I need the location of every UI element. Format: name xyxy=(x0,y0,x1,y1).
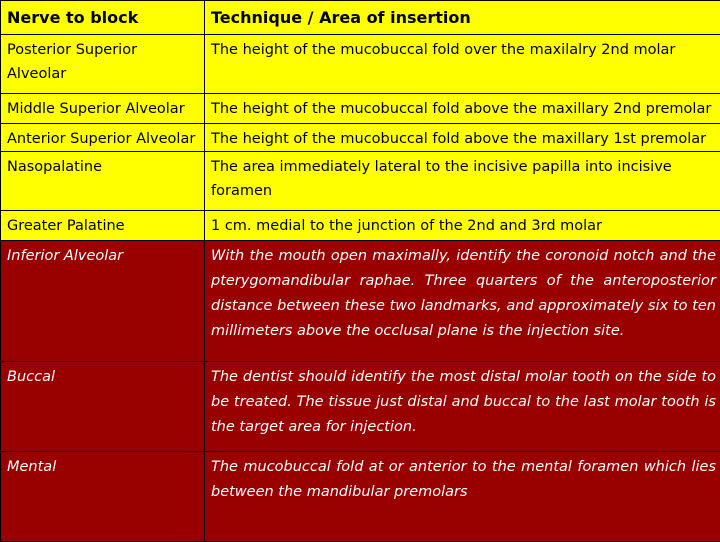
nerve-cell: Middle Superior Alveolar xyxy=(1,94,205,124)
technique-cell: The mucobuccal fold at or anterior to the mental foramen which lies between the mandibular premolars xyxy=(205,452,720,542)
nerve-cell: Mental xyxy=(1,452,205,542)
nerve-cell: Buccal xyxy=(1,362,205,452)
nerve-cell: Anterior Superior Alveolar xyxy=(1,124,205,152)
nerve-cell: Greater Palatine xyxy=(1,211,205,241)
table-row xyxy=(1,94,720,124)
technique-cell: The area immediately lateral to the incisive papilla into incisive foramen xyxy=(205,152,720,211)
table-row xyxy=(1,241,720,362)
table-row xyxy=(1,124,720,152)
technique-cell: With the mouth open maximally, identify the coronoid notch and the pterygomandibular raphae. Three quarters of the anteroposterior distance between these two landmarks, and approximately six to ten millimeters above the occlusal plane is the injection site. xyxy=(205,241,720,362)
technique-cell: 1 cm. medial to the junction of the 2nd and 3rd molar xyxy=(205,211,720,241)
technique-cell: The height of the mucobuccal fold above the maxillary 1st premolar xyxy=(205,124,720,152)
table-row xyxy=(1,211,720,241)
technique-cell: The height of the mucobuccal fold above the maxillary 2nd premolar xyxy=(205,94,720,124)
header-technique: Technique / Area of insertion xyxy=(205,1,720,35)
table-row xyxy=(1,362,720,452)
table-header-row xyxy=(1,1,720,35)
technique-cell: The height of the mucobuccal fold over the maxilalry 2nd molar xyxy=(205,35,720,94)
nerve-cell: Posterior Superior Alveolar xyxy=(1,35,205,94)
header-nerve-to-block: Nerve to block xyxy=(1,1,205,35)
table-row xyxy=(1,35,720,94)
table-row xyxy=(1,452,720,542)
nerve-cell: Inferior Alveolar xyxy=(1,241,205,362)
nerve-cell: Nasopalatine xyxy=(1,152,205,211)
technique-cell: The dentist should identify the most distal molar tooth on the side to be treated. The tissue just distal and buccal to the last molar tooth is the target area for injection. xyxy=(205,362,720,452)
table-row xyxy=(1,152,720,211)
